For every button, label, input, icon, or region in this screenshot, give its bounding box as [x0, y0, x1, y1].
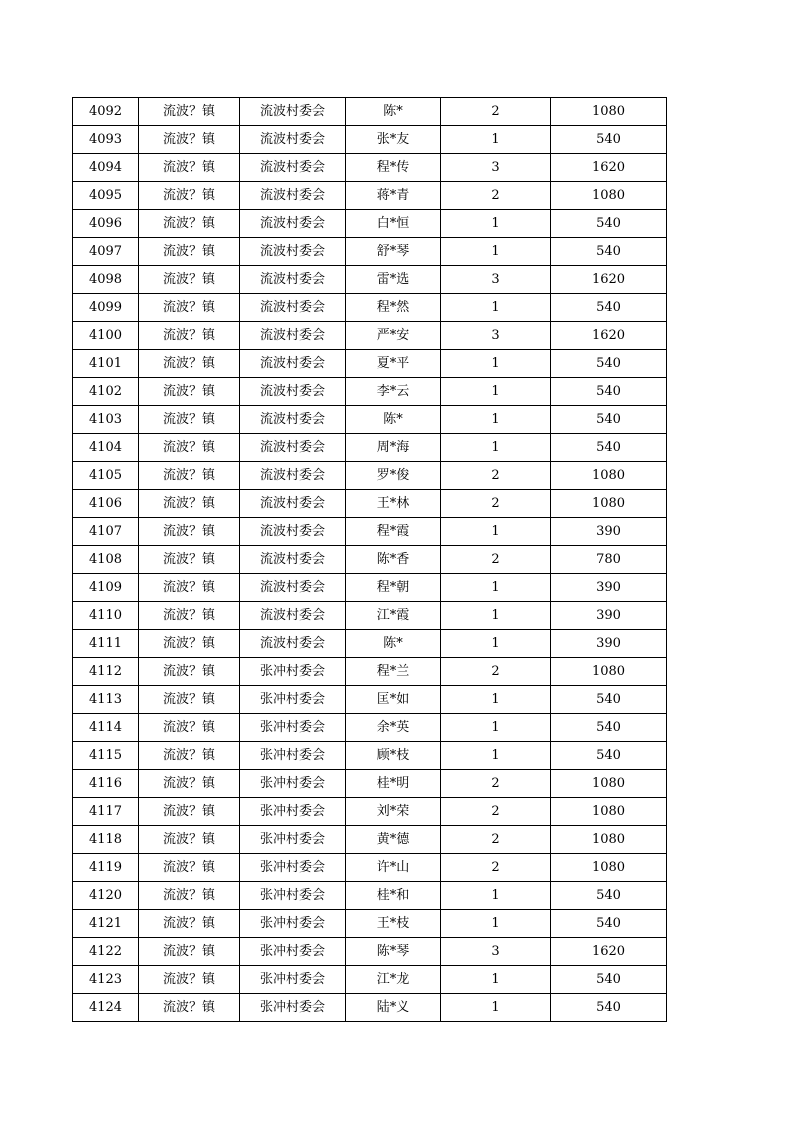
- cell-village-committee: 张冲村委会: [240, 742, 346, 770]
- cell-village-committee: 张冲村委会: [240, 658, 346, 686]
- cell-count: 1: [441, 294, 551, 322]
- cell-count: 1: [441, 910, 551, 938]
- table-row: [73, 266, 667, 294]
- cell-town: 流波？镇: [139, 546, 240, 574]
- table-row: [73, 434, 667, 462]
- cell-amount: 540: [551, 350, 667, 378]
- cell-name: 舒*琴: [346, 238, 441, 266]
- cell-name: 陈*香: [346, 546, 441, 574]
- cell-name: 王*枝: [346, 910, 441, 938]
- cell-town: 流波？镇: [139, 994, 240, 1022]
- cell-village-committee: 张冲村委会: [240, 770, 346, 798]
- cell-village-committee: 张冲村委会: [240, 938, 346, 966]
- cell-count: 1: [441, 238, 551, 266]
- cell-village-committee: 流波村委会: [240, 210, 346, 238]
- cell-village-committee: 流波村委会: [240, 378, 346, 406]
- cell-index: 4121: [73, 910, 139, 938]
- cell-town: 流波？镇: [139, 266, 240, 294]
- cell-amount: 1080: [551, 98, 667, 126]
- cell-count: 1: [441, 406, 551, 434]
- table-row: [73, 406, 667, 434]
- cell-amount: 540: [551, 406, 667, 434]
- cell-village-committee: 流波村委会: [240, 490, 346, 518]
- cell-amount: 390: [551, 602, 667, 630]
- table-row: [73, 798, 667, 826]
- cell-amount: 540: [551, 126, 667, 154]
- cell-count: 3: [441, 266, 551, 294]
- cell-name: 桂*明: [346, 770, 441, 798]
- cell-town: 流波？镇: [139, 518, 240, 546]
- records-table: [72, 97, 667, 1022]
- cell-name: 王*林: [346, 490, 441, 518]
- table-row: [73, 854, 667, 882]
- cell-name: 余*英: [346, 714, 441, 742]
- table-row: [73, 966, 667, 994]
- table-row: [73, 210, 667, 238]
- cell-name: 刘*荣: [346, 798, 441, 826]
- cell-town: 流波？镇: [139, 798, 240, 826]
- cell-index: 4114: [73, 714, 139, 742]
- cell-town: 流波？镇: [139, 686, 240, 714]
- cell-village-committee: 流波村委会: [240, 182, 346, 210]
- cell-index: 4107: [73, 518, 139, 546]
- cell-town: 流波？镇: [139, 378, 240, 406]
- table-row: [73, 994, 667, 1022]
- cell-village-committee: 张冲村委会: [240, 714, 346, 742]
- cell-index: 4115: [73, 742, 139, 770]
- cell-amount: 780: [551, 546, 667, 574]
- cell-village-committee: 流波村委会: [240, 238, 346, 266]
- cell-index: 4104: [73, 434, 139, 462]
- cell-count: 3: [441, 154, 551, 182]
- cell-amount: 1080: [551, 182, 667, 210]
- cell-amount: 540: [551, 910, 667, 938]
- table-row: [73, 98, 667, 126]
- cell-index: 4106: [73, 490, 139, 518]
- cell-village-committee: 流波村委会: [240, 518, 346, 546]
- cell-village-committee: 张冲村委会: [240, 966, 346, 994]
- cell-amount: 540: [551, 294, 667, 322]
- cell-index: 4120: [73, 882, 139, 910]
- cell-amount: 540: [551, 994, 667, 1022]
- cell-count: 1: [441, 602, 551, 630]
- cell-count: 2: [441, 770, 551, 798]
- cell-index: 4100: [73, 322, 139, 350]
- cell-village-committee: 张冲村委会: [240, 994, 346, 1022]
- cell-town: 流波？镇: [139, 966, 240, 994]
- cell-count: 1: [441, 714, 551, 742]
- cell-name: 程*霞: [346, 518, 441, 546]
- cell-count: 2: [441, 826, 551, 854]
- cell-amount: 540: [551, 714, 667, 742]
- cell-village-committee: 张冲村委会: [240, 798, 346, 826]
- cell-village-committee: 流波村委会: [240, 294, 346, 322]
- cell-town: 流波？镇: [139, 658, 240, 686]
- cell-name: 江*霞: [346, 602, 441, 630]
- cell-name: 许*山: [346, 854, 441, 882]
- cell-town: 流波？镇: [139, 826, 240, 854]
- cell-count: 1: [441, 126, 551, 154]
- cell-village-committee: 流波村委会: [240, 630, 346, 658]
- cell-amount: 390: [551, 518, 667, 546]
- cell-index: 4117: [73, 798, 139, 826]
- cell-village-committee: 张冲村委会: [240, 686, 346, 714]
- cell-count: 1: [441, 210, 551, 238]
- cell-village-committee: 张冲村委会: [240, 854, 346, 882]
- table-row: [73, 910, 667, 938]
- cell-amount: 1620: [551, 154, 667, 182]
- cell-town: 流波？镇: [139, 238, 240, 266]
- cell-name: 桂*和: [346, 882, 441, 910]
- cell-village-committee: 流波村委会: [240, 322, 346, 350]
- cell-amount: 1080: [551, 826, 667, 854]
- cell-count: 1: [441, 882, 551, 910]
- cell-village-committee: 流波村委会: [240, 602, 346, 630]
- cell-village-committee: 流波村委会: [240, 406, 346, 434]
- cell-name: 陈*: [346, 630, 441, 658]
- table-row: [73, 826, 667, 854]
- cell-index: 4105: [73, 462, 139, 490]
- cell-amount: 540: [551, 882, 667, 910]
- cell-count: 1: [441, 994, 551, 1022]
- cell-town: 流波？镇: [139, 462, 240, 490]
- cell-index: 4103: [73, 406, 139, 434]
- cell-name: 陆*义: [346, 994, 441, 1022]
- table-row: [73, 238, 667, 266]
- cell-count: 1: [441, 742, 551, 770]
- cell-name: 黄*德: [346, 826, 441, 854]
- cell-town: 流波？镇: [139, 434, 240, 462]
- table-row: [73, 574, 667, 602]
- table-row: [73, 182, 667, 210]
- table-row: [73, 462, 667, 490]
- cell-count: 1: [441, 434, 551, 462]
- cell-index: 4097: [73, 238, 139, 266]
- cell-name: 夏*平: [346, 350, 441, 378]
- cell-index: 4116: [73, 770, 139, 798]
- table-row: [73, 490, 667, 518]
- cell-town: 流波？镇: [139, 574, 240, 602]
- cell-village-committee: 流波村委会: [240, 546, 346, 574]
- cell-index: 4118: [73, 826, 139, 854]
- cell-count: 1: [441, 518, 551, 546]
- cell-amount: 540: [551, 742, 667, 770]
- cell-town: 流波？镇: [139, 714, 240, 742]
- cell-town: 流波？镇: [139, 910, 240, 938]
- cell-amount: 1620: [551, 938, 667, 966]
- table-row: [73, 518, 667, 546]
- cell-amount: 540: [551, 238, 667, 266]
- cell-town: 流波？镇: [139, 210, 240, 238]
- cell-index: 4112: [73, 658, 139, 686]
- cell-amount: 1620: [551, 266, 667, 294]
- cell-count: 2: [441, 462, 551, 490]
- cell-name: 程*朝: [346, 574, 441, 602]
- cell-name: 雷*选: [346, 266, 441, 294]
- cell-count: 1: [441, 630, 551, 658]
- cell-amount: 540: [551, 210, 667, 238]
- table-row: [73, 546, 667, 574]
- cell-village-committee: 张冲村委会: [240, 882, 346, 910]
- cell-count: 2: [441, 490, 551, 518]
- cell-index: 4119: [73, 854, 139, 882]
- cell-town: 流波？镇: [139, 406, 240, 434]
- cell-count: 2: [441, 182, 551, 210]
- cell-amount: 540: [551, 434, 667, 462]
- cell-town: 流波？镇: [139, 126, 240, 154]
- table-row: [73, 630, 667, 658]
- cell-index: 4113: [73, 686, 139, 714]
- cell-amount: 540: [551, 686, 667, 714]
- cell-amount: 540: [551, 966, 667, 994]
- cell-index: 4123: [73, 966, 139, 994]
- cell-index: 4108: [73, 546, 139, 574]
- cell-count: 3: [441, 322, 551, 350]
- table-row: [73, 126, 667, 154]
- cell-name: 程*然: [346, 294, 441, 322]
- cell-amount: 1080: [551, 798, 667, 826]
- cell-town: 流波？镇: [139, 182, 240, 210]
- cell-index: 4102: [73, 378, 139, 406]
- cell-amount: 1080: [551, 462, 667, 490]
- records-table-body: [73, 98, 667, 1022]
- cell-count: 1: [441, 966, 551, 994]
- cell-index: 4092: [73, 98, 139, 126]
- cell-town: 流波？镇: [139, 350, 240, 378]
- cell-amount: 1080: [551, 658, 667, 686]
- cell-name: 周*海: [346, 434, 441, 462]
- cell-village-committee: 流波村委会: [240, 154, 346, 182]
- cell-index: 4109: [73, 574, 139, 602]
- cell-town: 流波？镇: [139, 294, 240, 322]
- cell-name: 程*传: [346, 154, 441, 182]
- cell-town: 流波？镇: [139, 322, 240, 350]
- cell-count: 1: [441, 574, 551, 602]
- table-row: [73, 658, 667, 686]
- cell-town: 流波？镇: [139, 602, 240, 630]
- cell-name: 李*云: [346, 378, 441, 406]
- cell-index: 4124: [73, 994, 139, 1022]
- cell-name: 蒋*青: [346, 182, 441, 210]
- table-row: [73, 742, 667, 770]
- cell-town: 流波？镇: [139, 98, 240, 126]
- cell-name: 匡*如: [346, 686, 441, 714]
- cell-count: 2: [441, 98, 551, 126]
- cell-name: 程*兰: [346, 658, 441, 686]
- cell-town: 流波？镇: [139, 770, 240, 798]
- cell-amount: 540: [551, 378, 667, 406]
- cell-village-committee: 流波村委会: [240, 98, 346, 126]
- table-row: [73, 322, 667, 350]
- cell-count: 2: [441, 854, 551, 882]
- cell-village-committee: 张冲村委会: [240, 826, 346, 854]
- cell-amount: 1080: [551, 490, 667, 518]
- cell-amount: 1080: [551, 770, 667, 798]
- cell-name: 严*安: [346, 322, 441, 350]
- cell-index: 4111: [73, 630, 139, 658]
- table-row: [73, 686, 667, 714]
- table-row: [73, 714, 667, 742]
- table-row: [73, 294, 667, 322]
- cell-town: 流波？镇: [139, 742, 240, 770]
- cell-town: 流波？镇: [139, 154, 240, 182]
- cell-village-committee: 流波村委会: [240, 574, 346, 602]
- table-row: [73, 378, 667, 406]
- table-row: [73, 602, 667, 630]
- cell-name: 罗*俊: [346, 462, 441, 490]
- cell-village-committee: 张冲村委会: [240, 910, 346, 938]
- cell-count: 2: [441, 658, 551, 686]
- cell-name: 江*龙: [346, 966, 441, 994]
- cell-index: 4093: [73, 126, 139, 154]
- cell-count: 1: [441, 686, 551, 714]
- cell-index: 4122: [73, 938, 139, 966]
- cell-town: 流波？镇: [139, 938, 240, 966]
- cell-count: 2: [441, 798, 551, 826]
- table-row: [73, 770, 667, 798]
- cell-name: 陈*: [346, 98, 441, 126]
- cell-name: 张*友: [346, 126, 441, 154]
- cell-village-committee: 流波村委会: [240, 350, 346, 378]
- table-row: [73, 938, 667, 966]
- cell-village-committee: 流波村委会: [240, 462, 346, 490]
- cell-town: 流波？镇: [139, 854, 240, 882]
- cell-amount: 1620: [551, 322, 667, 350]
- cell-name: 白*恒: [346, 210, 441, 238]
- cell-index: 4101: [73, 350, 139, 378]
- table-row: [73, 154, 667, 182]
- cell-amount: 390: [551, 630, 667, 658]
- cell-amount: 1080: [551, 854, 667, 882]
- cell-name: 陈*琴: [346, 938, 441, 966]
- cell-index: 4110: [73, 602, 139, 630]
- cell-village-committee: 流波村委会: [240, 126, 346, 154]
- cell-town: 流波？镇: [139, 630, 240, 658]
- cell-count: 2: [441, 546, 551, 574]
- cell-index: 4099: [73, 294, 139, 322]
- cell-name: 陈*: [346, 406, 441, 434]
- cell-village-committee: 流波村委会: [240, 434, 346, 462]
- cell-index: 4095: [73, 182, 139, 210]
- cell-index: 4096: [73, 210, 139, 238]
- cell-count: 1: [441, 378, 551, 406]
- cell-count: 1: [441, 350, 551, 378]
- cell-town: 流波？镇: [139, 882, 240, 910]
- cell-index: 4098: [73, 266, 139, 294]
- cell-amount: 390: [551, 574, 667, 602]
- cell-town: 流波？镇: [139, 490, 240, 518]
- table-row: [73, 350, 667, 378]
- cell-index: 4094: [73, 154, 139, 182]
- cell-village-committee: 流波村委会: [240, 266, 346, 294]
- cell-name: 顾*枝: [346, 742, 441, 770]
- table-row: [73, 882, 667, 910]
- cell-count: 3: [441, 938, 551, 966]
